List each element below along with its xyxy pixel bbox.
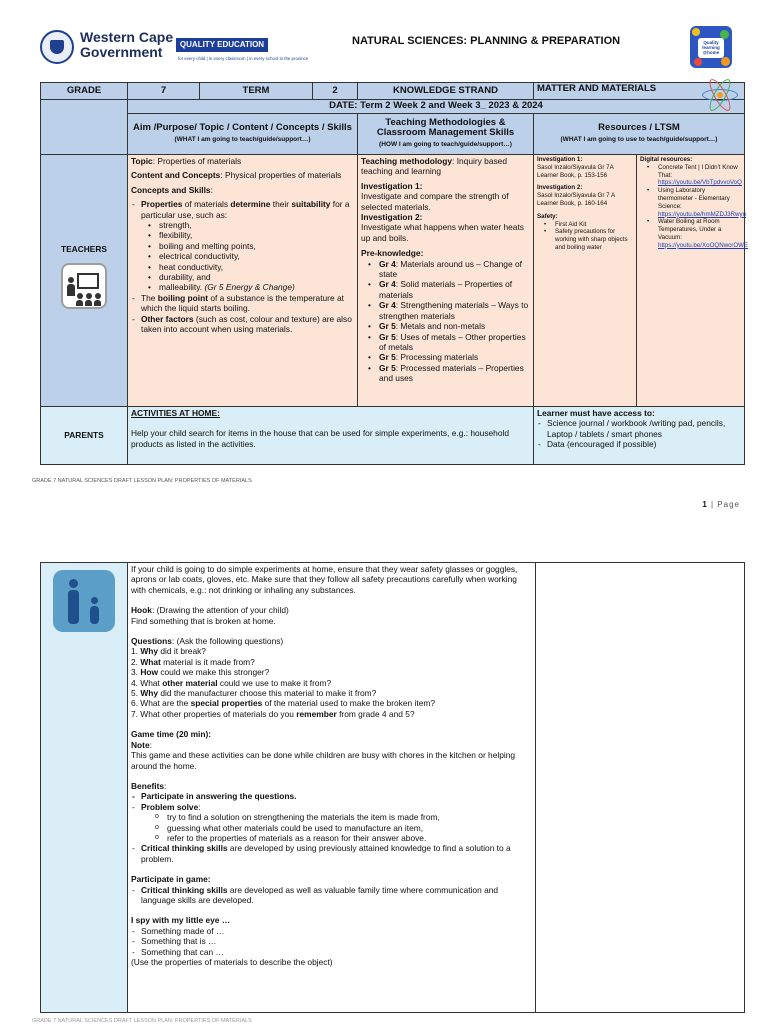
org-name: Western Cape Government bbox=[80, 29, 174, 60]
i-spy-note: (Use the properties of materials to describe the object) bbox=[131, 957, 333, 967]
safety-instructions: If your child is going to do simple experiments at home, ensure that they wear safety glasses or goggles, aprons or lab coats, gloves, etc. Make sure that they follow all safety precautions carefully when working with chemicals, e.g.: not drinking or inhaling any substances. bbox=[131, 564, 518, 595]
resources-header-sub: (WHAT I am going to use to teach/guide/support…) bbox=[560, 135, 718, 143]
investigation-1-text: Investigate and compare the strength of selected materials. bbox=[361, 191, 509, 212]
digital-resource-item: • Water Boiling at Room Temperatures, Under a Vacuum: https://youtu.be/XoOQNwcrOWE bbox=[640, 218, 741, 249]
method-header-text: Teaching Methodologies & Classroom Management Skills bbox=[376, 116, 515, 139]
pre-knowledge-item: • Gr 5: Processed materials – Properties and uses bbox=[361, 363, 530, 384]
teacher-at-board-icon bbox=[61, 263, 107, 309]
knowledge-strand-label: KNOWLEDGE STRAND bbox=[358, 83, 534, 100]
aim-content-cell bbox=[128, 155, 358, 407]
term-value: 2 bbox=[313, 83, 358, 100]
property-item: • strength, bbox=[141, 220, 354, 230]
digital-resources-list bbox=[640, 163, 749, 250]
properties-item: - Properties of materials determine their suitability for a particular use, such as: • strength, • flexibility, • boiling and melting points, • electrical conductivity, • heat conductivity, • durability, and • malleability. (Gr 5 Energy & Change) bbox=[131, 199, 354, 293]
safety-item: • First Aid Kit bbox=[537, 221, 633, 229]
hook-line: Hook: (Drawing the attention of your child) bbox=[131, 605, 289, 616]
participate-label: Participate in game: bbox=[131, 874, 211, 885]
game-time-label: Game time (20 min): bbox=[131, 729, 212, 740]
participate-item: - Critical thinking skills are developed as well as valuable family time where communication and language skills are developed. bbox=[131, 885, 532, 906]
benefit-item: - Critical thinking skills are developed by using previously attained knowledge to find a solution to a problem. bbox=[131, 843, 532, 864]
question-item: 7. What other properties of materials do you remember from grade 4 and 5? bbox=[131, 708, 415, 719]
concepts-list bbox=[131, 199, 354, 334]
property-item: • electrical conductivity, bbox=[141, 251, 354, 261]
page-gap bbox=[0, 530, 768, 560]
note-label: Note: bbox=[131, 739, 152, 750]
note-text: This game and these activities can be done while children are busy with chores in the kitchen or helping around the home. bbox=[131, 750, 516, 771]
i-spy-label: I spy with my little eye … bbox=[131, 915, 231, 926]
properties-sublist bbox=[141, 220, 354, 293]
video-link[interactable]: https://youtu.be/VbTpdvvoVoQ bbox=[658, 179, 742, 187]
i-spy-item: - Something made of … bbox=[131, 926, 532, 936]
problem-solve-item: o refer to the properties of materials as a reason for their answer above. bbox=[141, 833, 532, 843]
qlh-logo-text: Quality learning @home bbox=[698, 38, 724, 58]
pre-knowledge-list bbox=[361, 259, 530, 384]
atom-icon bbox=[700, 80, 740, 110]
teachers-label: TEACHERS bbox=[60, 244, 108, 255]
i-spy-item: - Something that can … bbox=[131, 947, 532, 957]
western-cape-crest-icon bbox=[40, 30, 74, 64]
skills-label: Concepts and Skills: bbox=[131, 184, 213, 195]
hook-text: Find something that is broken at home. bbox=[131, 615, 276, 626]
safety-label: Safety: bbox=[537, 212, 558, 220]
investigation-1-label: Investigation 1: bbox=[361, 180, 423, 191]
parents-label: PARENTS bbox=[41, 407, 128, 465]
resources-content-cell bbox=[534, 155, 637, 407]
safety-list bbox=[537, 221, 633, 252]
pre-knowledge-item: • Gr 4: Materials around us – Change of state bbox=[361, 259, 530, 280]
video-link[interactable]: https://youtu.be/hmMZDJ3Rwyo bbox=[658, 210, 747, 218]
page-number: 1 | Page bbox=[702, 500, 740, 509]
column-header-spacer bbox=[41, 114, 128, 155]
page-header bbox=[40, 26, 740, 74]
lesson-date: DATE: Term 2 Week 2 and Week 3_ 2023 & 2024 bbox=[128, 100, 745, 114]
learner-access-list bbox=[537, 418, 741, 449]
knowledge-strand-value bbox=[534, 83, 745, 100]
strand-value-text: MATTER AND MATERIALS bbox=[537, 83, 657, 94]
page-footer: GRADE 7 NATURAL SCIENCES DRAFT LESSON PLAN: PROPERTIES OF MATERIALS bbox=[32, 1018, 252, 1024]
res-investigation-2-label: Investigation 2: bbox=[537, 184, 583, 192]
questions-line: Questions: (Ask the following questions) bbox=[131, 636, 284, 647]
resources-header-text: Resources / LTSM bbox=[598, 122, 680, 134]
pre-knowledge-item: • Gr 5: Processing materials bbox=[361, 352, 530, 362]
property-item: • heat conductivity, bbox=[141, 262, 354, 272]
question-item: 1. Why did it break? bbox=[131, 646, 206, 657]
aim-column-header bbox=[128, 114, 358, 155]
learner-access-label: Learner must have access to: bbox=[537, 408, 655, 418]
video-link[interactable]: https://youtu.be/XoOQNwcrOWE bbox=[658, 241, 749, 249]
participate-list bbox=[131, 885, 532, 906]
aim-header-sub: (WHAT I am going to teach/guide/support…) bbox=[174, 135, 311, 143]
question-item: 4. What other material could we use to make it from? bbox=[131, 677, 332, 688]
learner-access-cell bbox=[534, 407, 745, 465]
grade-label: GRADE bbox=[41, 83, 128, 100]
topic-line: Topic: Properties of materials bbox=[131, 156, 242, 166]
pre-knowledge-item: • Gr 4: Strengthening materials – Ways to strengthen materials bbox=[361, 300, 530, 321]
quality-education-tagline: for every child | in every classroom | in every school in the province bbox=[178, 56, 309, 61]
benefits-list bbox=[131, 791, 532, 864]
question-item: 3. How could we make this stronger? bbox=[131, 667, 270, 678]
property-item: • durability, and bbox=[141, 272, 354, 282]
digital-resources-label: Digital resources: bbox=[640, 156, 693, 163]
digital-resource-item: • Concrete Tent | I Didn't Know That: https://youtu.be/VbTpdvvoVoQ bbox=[640, 164, 741, 187]
property-item: • boiling and melting points, bbox=[141, 241, 354, 251]
investigation-2-text: Investigate what happens when water heats up and boils. bbox=[361, 222, 524, 243]
pre-knowledge-item: • Gr 5: Metals and non-metals bbox=[361, 321, 530, 331]
method-column-header bbox=[358, 114, 534, 155]
document-title: NATURAL SCIENCES: PLANNING & PREPARATION bbox=[352, 35, 621, 47]
access-item: - Data (encouraged if possible) bbox=[537, 439, 741, 449]
method-header-sub: (HOW I am going to teach/guide/support…) bbox=[379, 140, 512, 148]
benefit-item: - Participate in answering the questions. bbox=[131, 791, 532, 801]
benefit-item: - Problem solve: o try to find a solution on strengthening the materials the item is made from, o guessing what other materials could be used to manufacture an item, o refer to the properties of materials as a reason for their answer above. bbox=[131, 802, 532, 844]
quality-education-logo: QUALITY EDUCATION bbox=[176, 38, 268, 52]
quality-learning-at-home-logo bbox=[690, 26, 732, 68]
activities-label: ACTIVITIES AT HOME: bbox=[131, 408, 220, 418]
activities-at-home-cell bbox=[128, 407, 534, 465]
digital-resources-cell bbox=[637, 155, 749, 407]
page-2 bbox=[0, 560, 768, 1024]
grade-value: 7 bbox=[128, 83, 200, 100]
res-investigation-1: Sasol Inzalo/Siyavula Gr 7A Learner Book, p. 153-156 bbox=[537, 163, 614, 179]
question-item: 5. Why did the manufacturer choose this material to make it from? bbox=[131, 688, 377, 699]
parents-icon-cell bbox=[41, 563, 128, 1013]
problem-solve-sublist bbox=[141, 812, 532, 843]
digital-resource-item: • Using Laboratory thermometer - Elementary Science: https://youtu.be/hmMZDJ3Rwyo bbox=[640, 187, 741, 218]
aim-header-text: Aim /Purpose/ Topic / Content / Concepts / Skills bbox=[133, 122, 352, 134]
problem-solve-item: o guessing what other materials could be used to manufacture an item, bbox=[141, 823, 532, 833]
safety-item: • Safety precautions for working with sharp objects and boiling water bbox=[537, 228, 633, 251]
other-factors-item: - Other factors (such as cost, colour and texture) are also taken into account when using materials. bbox=[131, 314, 354, 335]
term-label: TERM bbox=[200, 83, 313, 100]
content-line: Content and Concepts: Physical properties of materials bbox=[131, 170, 342, 181]
property-item: • malleability. (Gr 5 Energy & Change) bbox=[141, 282, 354, 292]
property-item: • flexibility, bbox=[141, 230, 354, 240]
benefits-label: Benefits: bbox=[131, 780, 167, 791]
date-row-spacer bbox=[41, 100, 128, 114]
i-spy-list bbox=[131, 926, 532, 957]
parent-and-child-icon bbox=[53, 570, 115, 632]
home-activities-cell bbox=[128, 563, 536, 1013]
parents-continued-table bbox=[40, 562, 745, 1013]
investigation-2-label: Investigation 2: bbox=[361, 212, 423, 223]
activities-text: Help your child search for items in the house that can be used for simple experiments, e.g.: household products as listed in the activities. bbox=[131, 428, 510, 449]
empty-resources-cell bbox=[536, 563, 745, 1013]
pre-knowledge-label: Pre-knowledge: bbox=[361, 248, 424, 259]
boiling-point-item: - The boiling point of a substance is the temperature at which the liquid starts boiling. bbox=[131, 293, 354, 314]
question-item: 2. What material is it made from? bbox=[131, 656, 255, 667]
methodology-line: Teaching methodology: Inquiry based teaching and learning bbox=[361, 156, 507, 177]
pre-knowledge-item: • Gr 4: Solid materials – Properties of materials bbox=[361, 279, 530, 300]
teachers-label-cell bbox=[41, 155, 128, 407]
access-item: - Science journal / workbook /writing pad, pencils, Laptop / tablets / smart phones bbox=[537, 418, 741, 439]
resources-column-header bbox=[534, 114, 745, 155]
res-investigation-2: Sasol Inzalo/Siyavula Gr 7 A Learner Book, p. 160-164 bbox=[537, 192, 615, 207]
question-item: 6. What are the special properties of the material used to make the broken item? bbox=[131, 698, 435, 709]
method-content-cell bbox=[358, 155, 534, 407]
problem-solve-item: o try to find a solution on strengthening the materials the item is made from, bbox=[141, 812, 532, 822]
res-investigation-1-label: Investigation 1: bbox=[537, 156, 583, 163]
page-footer: GRADE 7 NATURAL SCIENCES DRAFT LESSON PLAN: PROPERTIES OF MATERIALS bbox=[32, 478, 252, 484]
i-spy-item: - Something that is … bbox=[131, 936, 532, 946]
planning-table bbox=[40, 82, 749, 465]
pre-knowledge-item: • Gr 5: Uses of metals – Other properties of metals bbox=[361, 332, 530, 353]
